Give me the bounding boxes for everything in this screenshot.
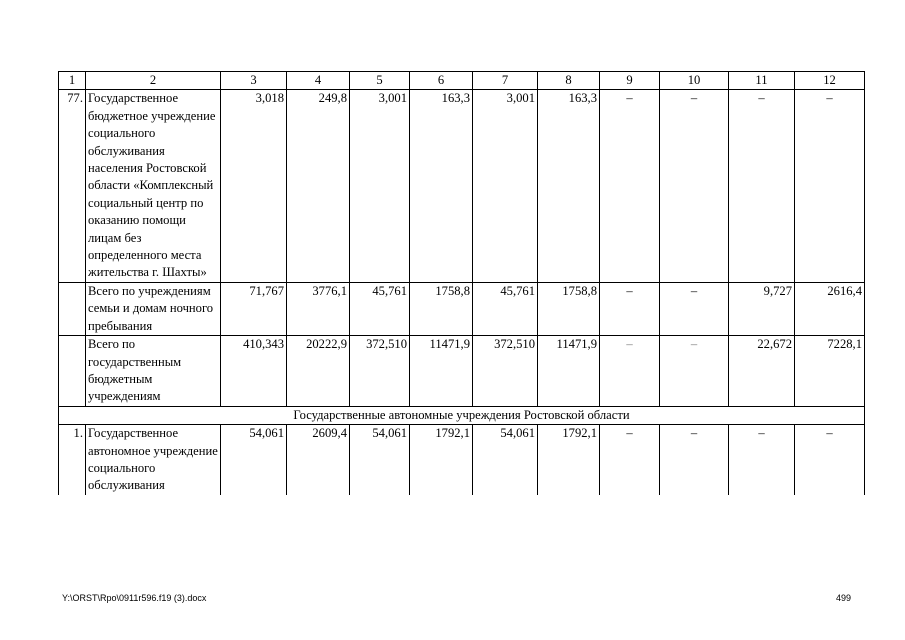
column-header: 10 (660, 72, 729, 90)
table-cell: 45,761 (350, 282, 410, 335)
column-header: 8 (538, 72, 600, 90)
row-number: 1. (59, 425, 86, 495)
column-header: 6 (410, 72, 473, 90)
table-cell: 54,061 (473, 425, 538, 495)
table-cell: 9,727 (729, 282, 795, 335)
table-cell: 372,510 (350, 336, 410, 407)
total-label: Всего по учреждениям семьи и домам ночного пребывания (86, 282, 221, 335)
table-row (59, 90, 865, 282)
column-header: 4 (287, 72, 350, 90)
column-header: 7 (473, 72, 538, 90)
table-cell: – (600, 282, 660, 335)
table-cell: – (660, 282, 729, 335)
table-cell: 163,3 (538, 90, 600, 282)
table-cell: 1792,1 (538, 425, 600, 495)
table-row-total-family (59, 282, 865, 335)
table-cell: 3,018 (221, 90, 287, 282)
table-cell: – (600, 425, 660, 495)
column-number-header: 1 (59, 72, 86, 90)
table-cell: 372,510 (473, 336, 538, 407)
table-cell: – (660, 336, 729, 407)
table-cell: 45,761 (473, 282, 538, 335)
table-cell: 2616,4 (795, 282, 865, 335)
column-header: 9 (600, 72, 660, 90)
table-cell: 1758,8 (410, 282, 473, 335)
table-cell: – (795, 425, 865, 495)
section-title: Государственные автономные учреждения Ростовской области (59, 406, 865, 424)
table-cell: – (600, 90, 660, 282)
table-cell: 410,343 (221, 336, 287, 407)
column-header: 11 (729, 72, 795, 90)
column-header: 5 (350, 72, 410, 90)
row-number: 77. (59, 90, 86, 282)
institution-name: Государственное бюджетное учреждение социального обслуживания населения Ростовской области «Комплексный социальный центр по оказанию помощи лицам без определенного места жительства г. Шахты» (86, 90, 221, 282)
table-cell: 3776,1 (287, 282, 350, 335)
row-number (59, 336, 86, 407)
table-cell: – (729, 425, 795, 495)
table-cell: 71,767 (221, 282, 287, 335)
column-name-header: 2 (86, 72, 221, 90)
data-table (58, 71, 865, 495)
column-header: 3 (221, 72, 287, 90)
table-cell: 2609,4 (287, 425, 350, 495)
table-cell: 20222,9 (287, 336, 350, 407)
total-label: Всего по государственным бюджетным учреждениям (86, 336, 221, 407)
row-number (59, 282, 86, 335)
table-cell: 1792,1 (410, 425, 473, 495)
table-row-total-budget (59, 336, 865, 407)
table-cell: – (660, 425, 729, 495)
table-header-row (59, 72, 865, 90)
table-cell: 249,8 (287, 90, 350, 282)
table-cell: 54,061 (350, 425, 410, 495)
table-cell: – (600, 336, 660, 407)
page-number: 499 (836, 593, 852, 603)
table-cell: – (795, 90, 865, 282)
column-header: 12 (795, 72, 865, 90)
table-cell: 11471,9 (410, 336, 473, 407)
institution-name: Государственное автономное учреждение социального обслуживания (86, 425, 221, 495)
section-header-row (59, 406, 865, 424)
table-cell: 11471,9 (538, 336, 600, 407)
table-cell: 3,001 (473, 90, 538, 282)
table-cell: 22,672 (729, 336, 795, 407)
table-row (59, 425, 865, 495)
table-cell: – (729, 90, 795, 282)
table-cell: 7228,1 (795, 336, 865, 407)
table-cell: 1758,8 (538, 282, 600, 335)
footer-file-path: Y:\ORST\Rpo\0911r596.f19 (3).docx (62, 593, 207, 603)
table-cell: 3,001 (350, 90, 410, 282)
table-cell: 54,061 (221, 425, 287, 495)
table-cell: – (660, 90, 729, 282)
table-cell: 163,3 (410, 90, 473, 282)
